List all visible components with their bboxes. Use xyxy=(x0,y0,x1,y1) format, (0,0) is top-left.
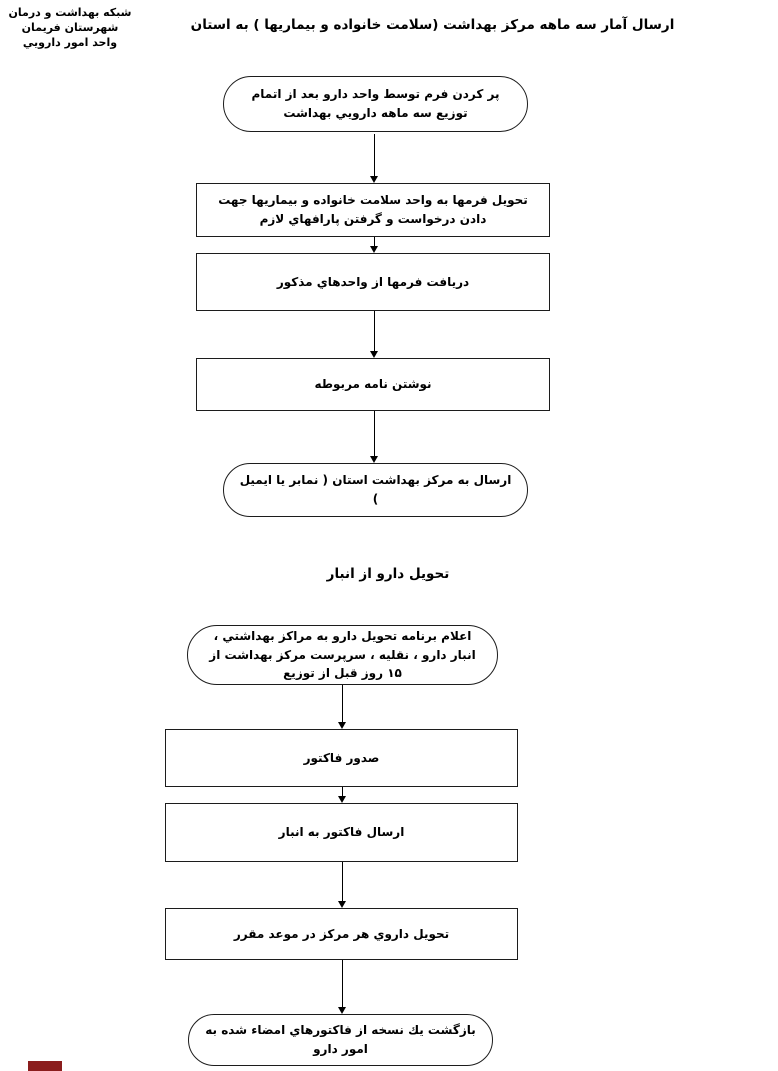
letterhead xyxy=(4,5,136,50)
letterhead-line-1: شبكه بهداشت و درمان xyxy=(8,6,132,19)
flow-arrow-line xyxy=(342,862,343,901)
arrow-down-icon xyxy=(338,722,346,729)
section1-title: ارسال آمار سه ماهه مركز بهداشت (سلامت خانواده و بيماريها ) به استان xyxy=(190,17,675,33)
s1-process-receive-forms: دريافت فرمها از واحدهاي مذكور xyxy=(196,253,550,311)
arrow-down-icon xyxy=(370,176,378,183)
letterhead-line-2: شهرستان فريمان xyxy=(21,21,119,34)
arrow-down-icon xyxy=(338,901,346,908)
arrow-down-icon xyxy=(370,351,378,358)
arrow-down-icon xyxy=(338,796,346,803)
flow-arrow-line xyxy=(342,685,343,722)
s1-process-write-letter: نوشتن نامه مربوطه xyxy=(196,358,550,411)
flow-arrow-line xyxy=(342,787,343,796)
s1-process-deliver-forms: تحويل فرمها به واحد سلامت خانواده و بيماريها جهت دادن درخواست و گرفتن پارافهاي لازم xyxy=(196,183,550,237)
letterhead-line-3: واحد امور دارويي xyxy=(22,36,118,49)
s2-process-deliver-drugs: تحويل داروي هر مركز در موعد مقرر xyxy=(165,908,518,960)
s2-process-issue-invoice: صدور فاكتور xyxy=(165,729,518,787)
arrow-down-icon xyxy=(370,456,378,463)
flow-arrow-line xyxy=(374,411,375,456)
s2-process-send-invoice: ارسال فاكتور به انبار xyxy=(165,803,518,862)
bottom-left-mark xyxy=(28,1061,62,1071)
s2-end-terminator: بازگشت يك نسخه از فاكتورهاي امضاء شده به امور دارو xyxy=(188,1014,493,1066)
flow-arrow-line xyxy=(374,311,375,351)
s1-end-terminator: ارسال به مركز بهداشت استان ( نمابر يا ايميل ) xyxy=(223,463,528,517)
flow-arrow-line xyxy=(374,134,375,176)
flow-arrow-line xyxy=(374,237,375,246)
s2-start-terminator: اعلام برنامه تحويل دارو به مراكز بهداشتي ، انبار دارو ، نقليه ، سرپرست مركز بهداشت از ۱۵ روز قبل از توزيع xyxy=(187,625,498,685)
arrow-down-icon xyxy=(338,1007,346,1014)
arrow-down-icon xyxy=(370,246,378,253)
section2-title: تحويل دارو از انبار xyxy=(326,566,450,582)
s1-start-terminator: پر كردن فرم توسط واحد دارو بعد از اتمام توزيع سه ماهه دارويي بهداشت xyxy=(223,76,528,132)
flow-arrow-line xyxy=(342,960,343,1007)
